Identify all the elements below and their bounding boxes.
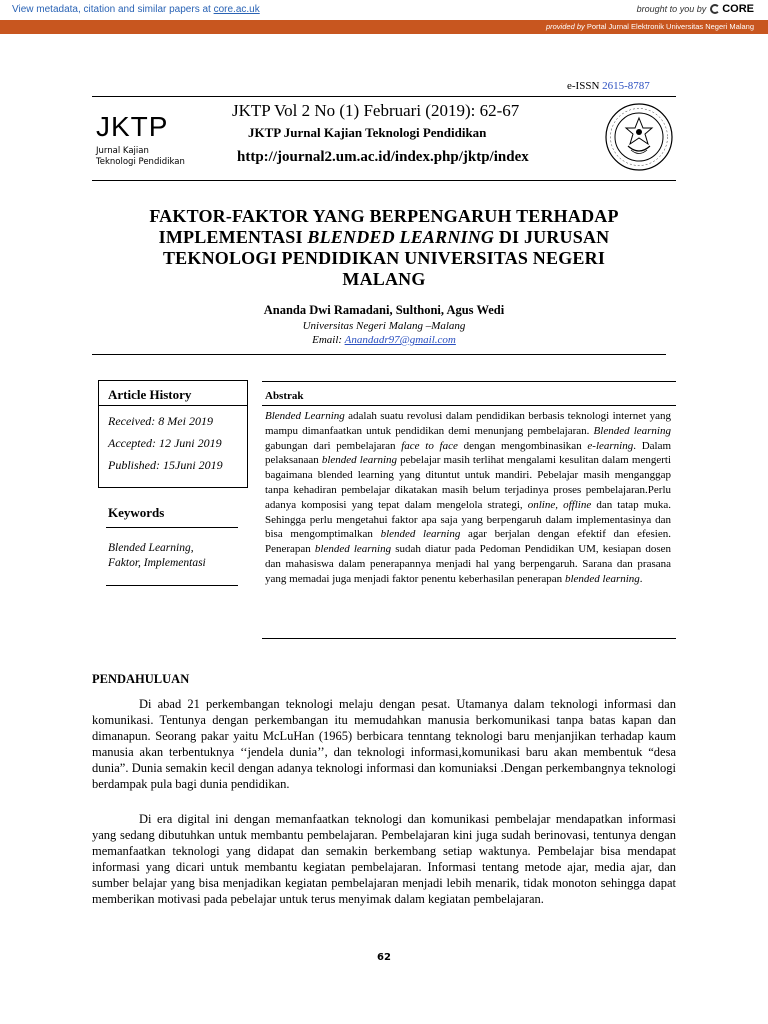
title-bottom-rule [92, 354, 666, 355]
core-provider-bar [0, 20, 768, 34]
history-published: Published: 15Juni 2019 [108, 458, 223, 472]
abstract-title: Abstrak [265, 390, 304, 402]
keywords-bottom-rule [106, 585, 238, 586]
keywords-list: Blended Learning, Faktor, Implementasi [108, 542, 206, 569]
paper-authors: Ananda Dwi Ramadani, Sulthoni, Agus Wedi [263, 303, 505, 317]
header-bottom-rule [92, 180, 676, 181]
article-history-title: Article History [108, 387, 192, 402]
core-banner [0, 0, 768, 21]
journal-volume: JKTP Vol 2 No (1) Februari (2019): 62-67 [232, 101, 520, 120]
university-seal-icon [604, 102, 674, 172]
email-link[interactable]: Anandadr97@gmail.com [344, 334, 456, 346]
paragraph-1: Di abad 21 perkembangan teknologi melaju dengan pesat. Utamanya dalam teknologi informasi dan komunikasi. Tentunya dengan perkembangan itu memudahkan manusia berkomunikasi tanpa batas kapan dan dimanapun. Seorang pakar yaitu McLuHan (1965) berbicara tenntang teknologi baru menjanjikan terhadap kaum manusia akan terbentuknya ‘‘jendela dunia’’, dan teknologi informasi,komunikasi baru akan membentuk “desa dunia”. Dunia semakin kecil dengan adanya teknologi informasi dan komuniaksi .Dengan perkembangnya teknologi berdampak pula bagi dunia pendidikan. [92, 697, 676, 791]
section-title-pendahuluan: PENDAHULUAN [92, 672, 190, 686]
core-logo: CORE [710, 3, 754, 15]
paper-affiliation: Universitas Negeri Malang –Malang [302, 320, 466, 332]
paper-email: Email: Anandadr97@gmail.com [312, 334, 456, 346]
journal-name: JKTP Jurnal Kajian Teknologi Pendidikan [248, 125, 487, 140]
abstract-title-rule [262, 405, 676, 406]
abstract-top-rule [262, 381, 676, 382]
header-top-rule [92, 96, 676, 97]
history-accepted: Accepted: 12 Juni 2019 [108, 436, 222, 450]
eissn: e-ISSN 2615-8787 [567, 80, 650, 92]
history-title-rule [98, 405, 248, 406]
core-brand[interactable]: brought to you by CORE [636, 3, 754, 15]
journal-url[interactable]: http://journal2.um.ac.id/index.php/jktp/index [237, 149, 529, 165]
keywords-title-rule [106, 527, 238, 528]
provider-text[interactable]: provided by Portal Jurnal Elektronik Universitas Negeri Malang [545, 22, 754, 31]
page-number: 62 [377, 952, 391, 963]
core-link[interactable]: core.ac.uk [213, 4, 260, 15]
keywords-title: Keywords [108, 505, 165, 520]
core-metadata-text: View metadata, citation and similar papers at core.ac.uk [12, 4, 260, 15]
core-logo-icon [710, 4, 720, 14]
paragraph-2: Di era digital ini dengan memanfaatkan teknologi dan komunikasi pembelajar mendapatkan informasi yang sedang dibutuhkan untuk membantu pembelajaran. Pembelajaran kini juga sudah berinovasi, tentunya dengan memanfaatkan teknologi yang didapat dan semakin berkembang setiap waktunya. Pembelajar bisa mendapat informasi yang dicari untuk membantu kegiatan pembelajaran. Informasi tentang metode ajar, media ajar, dan sumber belajar yang bisa menjadikan kegiatan pembelajaran menjadi lebih menarik, tidak monoton sehingga dapat memberikan motivasi pada pebelajar untuk terus menyimak dalam kegiatan pembelajaran. [92, 812, 676, 906]
history-received: Received: 8 Mei 2019 [108, 414, 213, 428]
abstract-text: Blended Learning adalah suatu revolusi dalam pendidikan berbasis teknologi internet yang mampu dimanfaatkan untuk pendidikan demi menunjang pembelajaran. Blended learning gabungan dari pembelajaran face to face dengan mengombinasikan e-learning. Dalam pelaksanaan blended learning pebelajar masih terlihat mengalami kesulitan dalam mengerti bagaimana blended learning yang dituntut untuk mandiri. Pebelajar masih menganggap tanpa kehadiran pembelajar dikatakan masih belum terjadinya proses pembelajaran.Perlu adanya komposisi yang tepat dalam mengelola strategi, online, offline dan tatap muka. Sehingga perlu mengetahui faktor apa saja yang berpengaruh dalam implementasinya dan bisa mengomptimalkan blended learning agar berjalan dengan efektif dan efesien. Penerapan blended learning sudah diatur pada Pedoman Pendidikan UM, kesiapan dosen dan mahasiswa dalam penerapannya menjadi hal yang berpengaruh. Sarana dan prasana yang memadai juga menjadi faktor penentu keberhasilan penerapan blended learning. [265, 410, 672, 585]
paper-title: FAKTOR-FAKTOR YANG BERPENGARUH TERHADAP IMPLEMENTASI BLENDED LEARNING DI JURUSAN TEKNOLOGI PENDIDIKAN UNIVERSITAS NEGERI MALANG [149, 206, 619, 289]
journal-logo: JKTP Jurnal Kajian Teknologi Pendidikan [96, 111, 185, 167]
abstract-bottom-rule [262, 638, 676, 639]
